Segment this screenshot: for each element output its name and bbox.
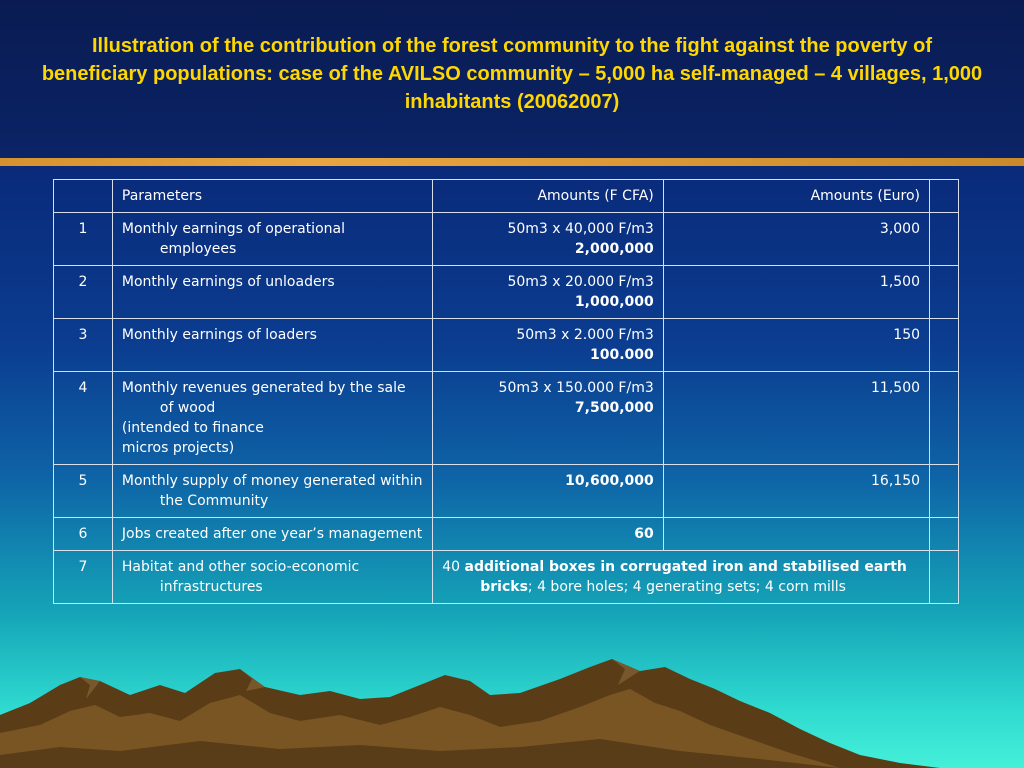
cfa-total: 60 — [634, 526, 654, 542]
habitat-bold-text: additional boxes in corrugated iron and stabilised earth bricks — [464, 559, 907, 595]
parameter-text: Jobs created after one year’s management — [121, 526, 423, 542]
parameter-cell — [112, 266, 432, 319]
cfa-total: 10,600,000 — [565, 473, 654, 489]
extra-cell — [930, 551, 959, 604]
parameter-cell — [112, 319, 432, 372]
habitat-rest-text: ; 4 bore holes; 4 generating sets; 4 corn mills — [527, 579, 846, 595]
header-parameters: Parameters — [112, 180, 432, 213]
amount-euro-cell: 150 — [663, 319, 929, 372]
row-number: 7 — [54, 551, 113, 604]
table-row — [54, 372, 959, 465]
cfa-total: 1,000,000 — [574, 294, 654, 310]
cfa-total: 2,000,000 — [574, 241, 654, 257]
row-number: 5 — [54, 465, 113, 518]
amount-euro-cell — [663, 518, 929, 551]
amount-euro-cell: 3,000 — [663, 213, 929, 266]
table-row — [54, 266, 959, 319]
row-number: 2 — [54, 266, 113, 319]
extra-cell — [930, 372, 959, 465]
parameter-cell — [112, 465, 432, 518]
amount-cfa-cell — [433, 319, 664, 372]
cfa-calculation: 50m3 x 2.000 F/m3 — [516, 327, 654, 343]
parameter-text: Monthly earnings of loaders — [121, 327, 317, 343]
parameter-text: micros projects) — [121, 440, 235, 456]
amount-euro-cell: 16,150 — [663, 465, 929, 518]
parameter-cell — [112, 551, 432, 604]
extra-cell — [930, 319, 959, 372]
row-number: 4 — [54, 372, 113, 465]
parameter-cell — [112, 372, 432, 465]
table-row — [54, 213, 959, 266]
extra-cell — [930, 465, 959, 518]
header-amount-cfa: Amounts (F CFA) — [433, 180, 664, 213]
extra-cell — [930, 266, 959, 319]
habitat-description-cell — [433, 551, 930, 604]
amount-cfa-cell — [433, 213, 664, 266]
amount-euro-cell: 1,500 — [663, 266, 929, 319]
cfa-calculation: 50m3 x 20.000 F/m3 — [507, 274, 654, 290]
contribution-table — [53, 179, 959, 604]
parameter-cell — [112, 518, 432, 551]
parameter-text: Habitat and other socio-economic infrastructures — [121, 559, 360, 595]
parameter-text: Monthly supply of money generated within the Community — [121, 473, 423, 509]
header-extra — [930, 180, 959, 213]
table-header-row — [54, 180, 959, 213]
row-number: 1 — [54, 213, 113, 266]
parameter-text: (intended to finance — [121, 420, 264, 436]
cfa-total: 7,500,000 — [574, 400, 654, 416]
table-row — [54, 518, 959, 551]
amount-euro-cell: 11,500 — [663, 372, 929, 465]
row-number: 6 — [54, 518, 113, 551]
slide-title: Illustration of the contribution of the forest community to the fight against the poverty of beneficiary populations: case of the AVILSO community – 5,000 ha self-managed – 4 villages, 1,000 inhabitants (20062007) — [41, 35, 983, 113]
cfa-calculation: 50m3 x 40,000 F/m3 — [507, 221, 654, 237]
habitat-description — [442, 557, 920, 597]
parameter-text: Monthly earnings of operational employees — [121, 221, 345, 257]
row-number: 3 — [54, 319, 113, 372]
header-amount-euro: Amounts (Euro) — [663, 180, 929, 213]
parameter-text: Monthly earnings of unloaders — [121, 274, 335, 290]
cfa-total: 100.000 — [589, 347, 654, 363]
table-row — [54, 551, 959, 604]
parameter-text: Monthly revenues generated by the sale of wood — [121, 380, 406, 416]
amount-cfa-cell — [433, 465, 664, 518]
table-row — [54, 465, 959, 518]
amount-cfa-cell — [433, 372, 664, 465]
amount-cfa-cell — [433, 266, 664, 319]
extra-cell — [930, 213, 959, 266]
table-row — [54, 319, 959, 372]
amount-cfa-cell — [433, 518, 664, 551]
mountain-landscape — [0, 655, 1024, 768]
accent-divider — [0, 158, 1024, 166]
extra-cell — [930, 518, 959, 551]
cfa-calculation: 50m3 x 150.000 F/m3 — [498, 380, 654, 396]
header-num — [54, 180, 113, 213]
habitat-count: 40 — [442, 559, 461, 575]
parameter-cell — [112, 213, 432, 266]
